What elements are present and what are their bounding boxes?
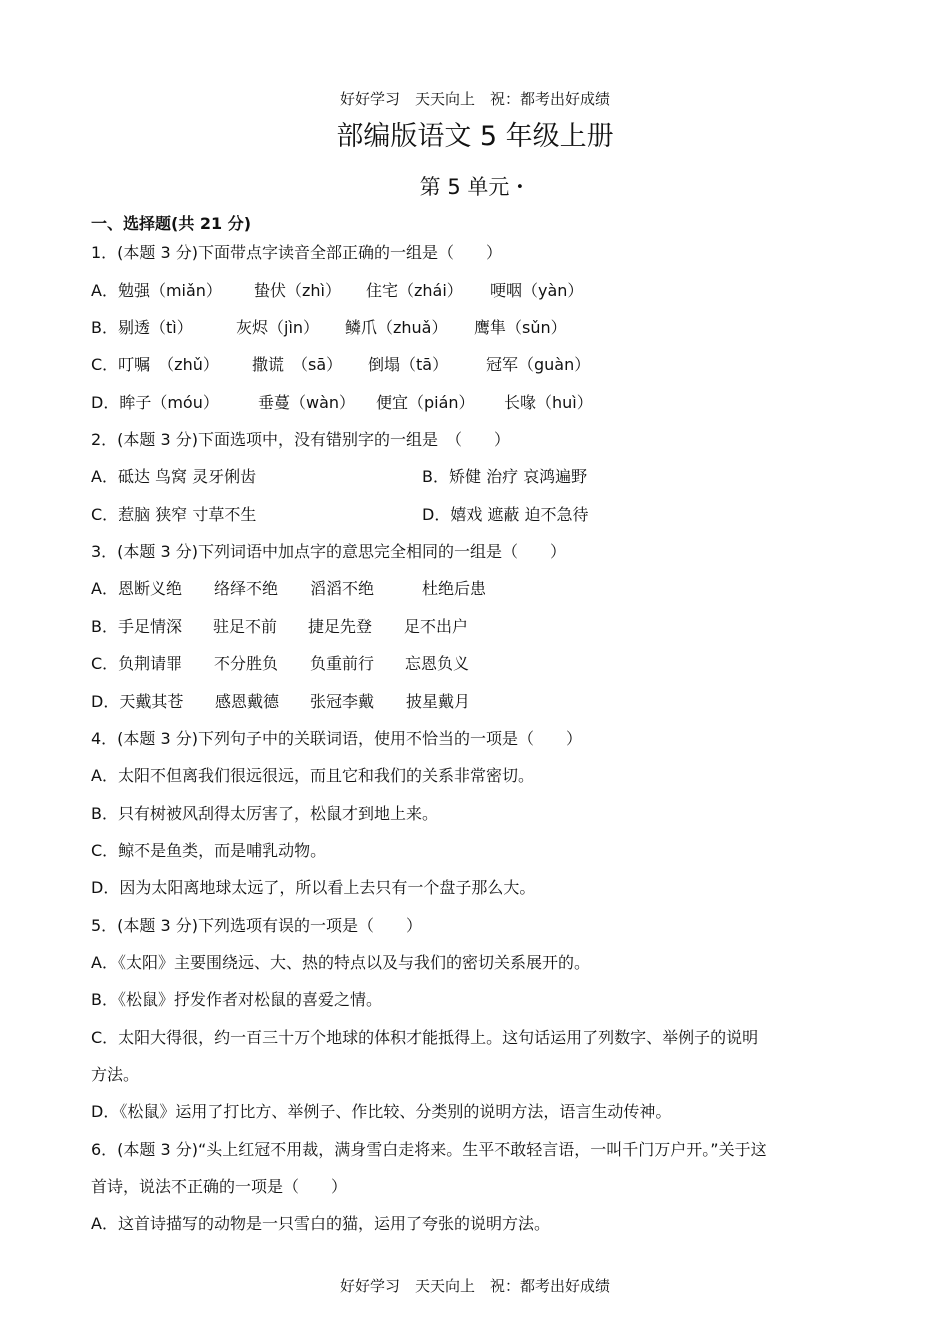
q2-option-a: A．砥达 鸟窝 灵牙俐齿 bbox=[91, 467, 257, 486]
q5-option-a: A．《太阳》主要围绕远、大、热的特点以及与我们的密切关系展开的。 bbox=[91, 953, 590, 972]
q3-option-b-2: 驻足不前 bbox=[213, 617, 278, 636]
q2-option-d: D．嬉戏 遮蔽 迫不急待 bbox=[422, 505, 589, 524]
q3-option-a-2: 络绎不绝 bbox=[214, 579, 279, 598]
page-header: 好好学习 天天向上 祝：都考出好成绩 bbox=[339, 90, 610, 108]
q3-option-a-4: 杜绝后患 bbox=[422, 579, 487, 598]
q3-option-c-2: 不分胜负 bbox=[214, 654, 279, 673]
question-6-stem-line1: 6．(本题 3 分)“头上红冠不用裁，满身雪白走将来。生平不敢轻言语，一叫千门万户开。”关于这 bbox=[91, 1140, 767, 1159]
q3-option-b-3: 捷足先登 bbox=[308, 617, 373, 636]
page-title: 部编版语文 5 年级上册 bbox=[336, 121, 614, 152]
q1-option-b-1: B．剔透（tì） bbox=[91, 318, 193, 337]
q5-option-c-line1: C．太阳大得很，约一百三十万个地球的体积才能抵得上。这句话运用了列数字、举例子的说明 bbox=[91, 1028, 759, 1047]
q3-option-c-1: C．负荆请罪 bbox=[91, 654, 183, 673]
unit-subtitle: 第 5 单元・ bbox=[419, 175, 531, 199]
q3-option-d-1: D．天戴其苍 bbox=[91, 692, 184, 711]
q3-option-b-1: B．手足情深 bbox=[91, 617, 182, 636]
question-1-stem: 1．(本题 3 分)下面带点字读音全部正确的一组是（ ） bbox=[91, 243, 503, 262]
question-2-stem: 2．(本题 3 分)下面选项中，没有错别字的一组是 （ ） bbox=[91, 430, 511, 449]
q1-option-c-1: C．叮嘱 （zhǔ） bbox=[91, 355, 219, 374]
q3-option-a-3: 滔滔不绝 bbox=[310, 579, 375, 598]
q3-option-d-4: 披星戴月 bbox=[406, 692, 471, 711]
q1-option-c-3: 倒塌（tā） bbox=[368, 355, 449, 374]
q1-option-c-2: 撒谎 （sā） bbox=[252, 355, 343, 374]
q5-option-d: D．《松鼠》运用了打比方、举例子、作比较、分类别的说明方法，语言生动传神。 bbox=[91, 1102, 672, 1121]
q3-option-d-2: 感恩戴德 bbox=[215, 692, 280, 711]
question-4-stem: 4．(本题 3 分)下列句子中的关联词语，使用不恰当的一项是（ ） bbox=[91, 729, 583, 748]
q1-option-b-3: 鳞爪（zhuǎ） bbox=[345, 318, 448, 337]
q1-option-b-4: 鹰隼（sǔn） bbox=[474, 318, 567, 337]
q1-option-a-3: 住宅（zhái） bbox=[366, 281, 463, 300]
q4-option-a: A．太阳不但离我们很远很远，而且它和我们的关系非常密切。 bbox=[91, 766, 534, 785]
q1-option-d-2: 垂蔓（wàn） bbox=[258, 393, 356, 412]
q1-option-a-4: 哽咽（yàn） bbox=[490, 281, 584, 300]
q5-option-c-line2: 方法。 bbox=[91, 1065, 140, 1084]
q1-option-d-3: 便宜（pián） bbox=[376, 393, 475, 412]
question-3-stem: 3．(本题 3 分)下列词语中加点字的意思完全相同的一组是（ ） bbox=[91, 542, 567, 561]
q4-option-d: D．因为太阳离地球太远了，所以看上去只有一个盘子那么大。 bbox=[91, 878, 536, 897]
q4-option-b: B．只有树被风刮得太厉害了，松鼠才到地上来。 bbox=[91, 804, 438, 823]
q3-option-c-4: 忘恩负义 bbox=[405, 654, 470, 673]
q1-option-c-4: 冠军（guàn） bbox=[486, 355, 591, 374]
q2-option-b: B．矫健 治疗 哀鸿遍野 bbox=[422, 467, 588, 486]
q4-option-c: C．鲸不是鱼类，而是哺乳动物。 bbox=[91, 841, 327, 860]
q5-option-b: B．《松鼠》抒发作者对松鼠的喜爱之情。 bbox=[91, 990, 382, 1009]
q1-option-d-4: 长喙（huì） bbox=[504, 393, 593, 412]
q1-option-d-1: D．眸子（móu） bbox=[91, 393, 219, 412]
q3-option-d-3: 张冠李戴 bbox=[310, 692, 375, 711]
q1-option-b-2: 灰烬（jìn） bbox=[236, 318, 320, 337]
page-footer: 好好学习 天天向上 祝：都考出好成绩 bbox=[339, 1277, 610, 1295]
q2-option-c: C．惹脑 狭窄 寸草不生 bbox=[91, 505, 257, 524]
question-6-stem-line2: 首诗，说法不正确的一项是（ ） bbox=[91, 1177, 348, 1196]
q3-option-a-1: A．恩断义绝 bbox=[91, 579, 182, 598]
question-5-stem: 5．(本题 3 分)下列选项有误的一项是（ ） bbox=[91, 916, 423, 935]
q3-option-c-3: 负重前行 bbox=[310, 654, 375, 673]
q3-option-b-4: 足不出户 bbox=[404, 617, 469, 636]
q6-option-a: A．这首诗描写的动物是一只雪白的猫，运用了夸张的说明方法。 bbox=[91, 1214, 550, 1233]
section-heading: 一、选择题(共 21 分) bbox=[91, 214, 252, 233]
q1-option-a-2: 蛰伏（zhì） bbox=[254, 281, 341, 300]
q1-option-a-1: A．勉强（miǎn） bbox=[91, 281, 222, 300]
